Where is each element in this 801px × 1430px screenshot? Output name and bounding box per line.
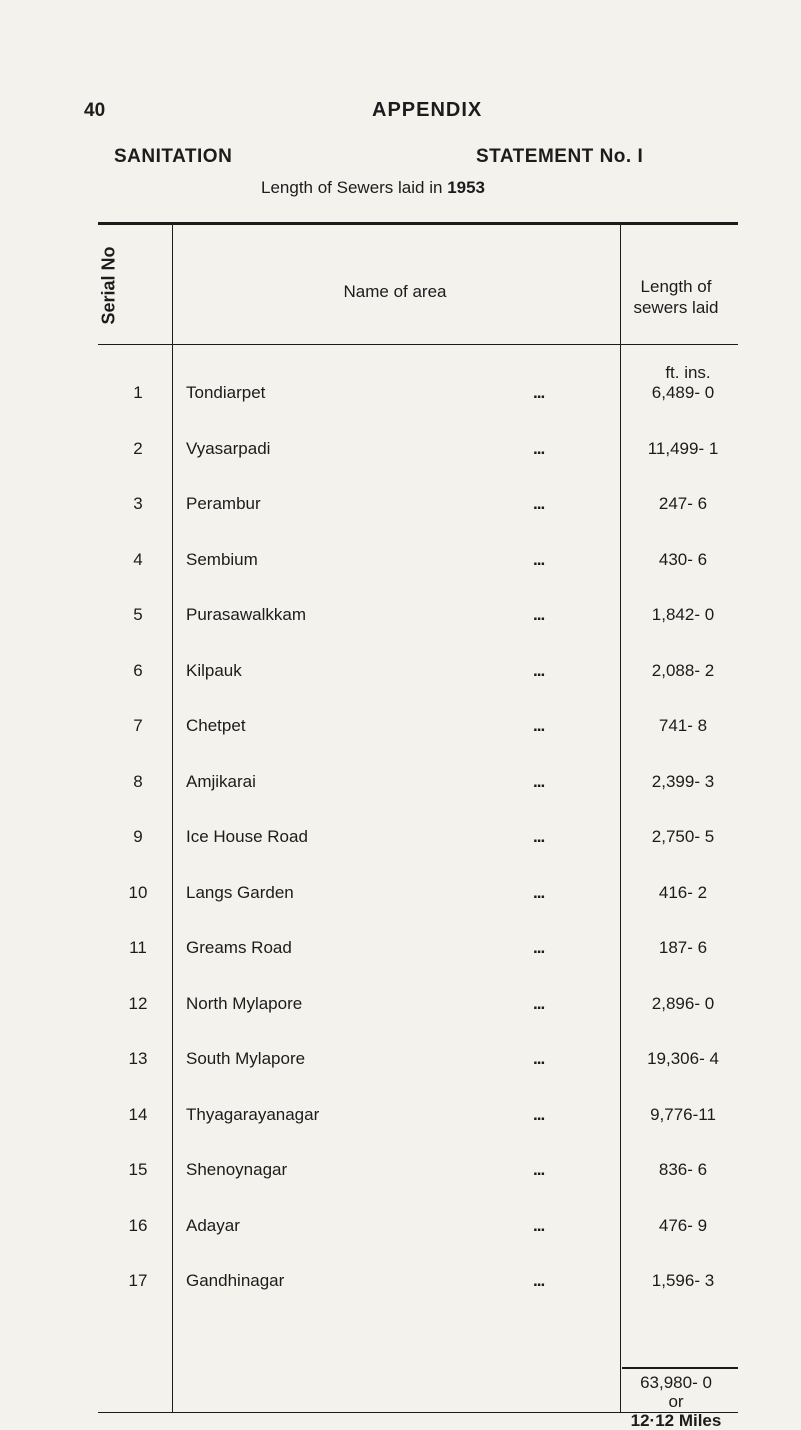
area-name-cell: Purasawalkkam	[186, 605, 306, 624]
area-name-cell: Thyagarayanagar	[186, 1105, 320, 1124]
area-name-cell: Amjikarai	[186, 772, 256, 791]
leader-dots: ...	[533, 383, 545, 402]
leader-dots: ...	[533, 772, 545, 791]
serial-header-label: Serial No	[98, 245, 119, 325]
area-name-cell: Langs Garden	[186, 883, 294, 902]
sewer-length-cell: 19,306- 4	[647, 1049, 719, 1068]
leader-dots: ...	[533, 994, 545, 1013]
area-name-cell: Greams Road	[186, 938, 292, 957]
leader-dots: ...	[533, 1160, 545, 1179]
subtitle-year: 1953	[447, 178, 486, 197]
units-label: ft. ins.	[665, 363, 711, 382]
table-subtitle	[261, 178, 485, 198]
serial-number-cell: 3	[133, 494, 143, 513]
page-number: 40	[84, 100, 106, 121]
table-row	[0, 1105, 801, 1129]
serial-number-cell: 10	[128, 883, 148, 902]
serial-number-cell: 14	[128, 1105, 148, 1124]
serial-number-cell: 13	[128, 1049, 148, 1068]
leader-dots: ...	[533, 1049, 545, 1068]
leader-dots: ...	[533, 827, 545, 846]
leader-dots: ...	[533, 1271, 545, 1290]
sewer-length-cell: 187- 6	[658, 938, 708, 957]
sewer-length-cell: 416- 2	[658, 883, 708, 902]
leader-dots: ...	[533, 550, 545, 569]
section-title: APPENDIX	[372, 99, 483, 121]
leader-dots: ...	[533, 938, 545, 957]
sewer-length-cell: 2,088- 2	[651, 661, 715, 680]
table-row	[0, 1271, 801, 1295]
serial-column-header	[94, 230, 124, 340]
leader-dots: ...	[533, 661, 545, 680]
total-length: 63,980- 0	[640, 1373, 712, 1392]
area-name-cell: South Mylapore	[186, 1049, 306, 1068]
leader-dots: ...	[533, 494, 545, 513]
subtitle-text: Length of Sewers laid in	[261, 178, 443, 197]
leader-dots: ...	[533, 605, 545, 624]
table-row	[0, 883, 801, 907]
table-row	[0, 827, 801, 851]
total-cell	[616, 1373, 736, 1430]
length-header-line2: sewers laid	[633, 298, 719, 317]
sewer-length-cell: 11,499- 1	[647, 439, 719, 458]
table-row	[0, 1216, 801, 1240]
sewer-length-cell: 6,489- 0	[651, 383, 715, 402]
serial-number-cell: 12	[128, 994, 148, 1013]
leader-dots: ...	[533, 1216, 545, 1235]
sewer-length-cell: 9,776-11	[650, 1105, 716, 1124]
leader-dots: ...	[533, 883, 545, 902]
table-row	[0, 994, 801, 1018]
serial-number-cell: 2	[133, 439, 143, 458]
table-row	[0, 716, 801, 740]
serial-number-cell: 7	[133, 716, 143, 735]
serial-number-cell: 5	[133, 605, 143, 624]
area-name-cell: Gandhinagar	[186, 1271, 285, 1290]
sewer-length-cell: 430- 6	[658, 550, 708, 569]
sewer-length-cell: 476- 9	[658, 1216, 708, 1235]
sewer-length-cell: 2,896- 0	[651, 994, 715, 1013]
serial-number-cell: 11	[129, 938, 147, 957]
area-name-cell: Tondiarpet	[186, 383, 266, 402]
area-name-cell: North Mylapore	[186, 994, 303, 1013]
area-name-cell: Perambur	[186, 494, 261, 513]
length-column-header	[616, 276, 736, 318]
sewer-length-cell: 741- 8	[658, 716, 708, 735]
table-row	[0, 1160, 801, 1184]
leader-dots: ...	[533, 716, 545, 735]
leader-dots: ...	[533, 439, 545, 458]
length-header-line1: Length of	[640, 277, 712, 296]
leader-dots: ...	[533, 1105, 545, 1124]
serial-number-cell: 15	[128, 1160, 148, 1179]
sewer-length-cell: 1,596- 3	[651, 1271, 715, 1290]
table-row	[0, 494, 801, 518]
area-name-cell: Adayar	[186, 1216, 240, 1235]
name-column-header: Name of area	[343, 282, 447, 301]
serial-number-cell: 16	[128, 1216, 148, 1235]
table-row	[0, 550, 801, 574]
total-or: or	[668, 1392, 684, 1411]
sewer-length-cell: 247- 6	[658, 494, 708, 513]
area-name-cell: Chetpet	[186, 716, 246, 735]
sewer-length-cell: 1,842- 0	[651, 605, 715, 624]
table-row	[0, 938, 801, 962]
sewer-length-cell: 836- 6	[658, 1160, 708, 1179]
table-row	[0, 1049, 801, 1073]
table-row	[0, 383, 801, 407]
serial-number-cell: 9	[133, 827, 143, 846]
total-miles: 12·12 Miles	[630, 1411, 722, 1430]
statement-heading: STATEMENT No. I	[476, 146, 644, 167]
area-name-cell: Kilpauk	[186, 661, 242, 680]
table-top-rule	[98, 222, 738, 225]
sewer-length-cell: 2,399- 3	[651, 772, 715, 791]
serial-number-cell: 17	[128, 1271, 148, 1290]
area-name-cell: Sembium	[186, 550, 258, 569]
area-name-cell: Vyasarpadi	[186, 439, 271, 458]
table-row	[0, 605, 801, 629]
header-bottom-rule	[98, 344, 738, 345]
area-name-cell: Shenoynagar	[186, 1160, 288, 1179]
serial-number-cell: 1	[133, 383, 143, 402]
total-rule	[622, 1367, 738, 1369]
serial-number-cell: 6	[133, 661, 143, 680]
serial-number-cell: 8	[133, 772, 143, 791]
area-name-cell: Ice House Road	[186, 827, 308, 846]
sanitation-heading: SANITATION	[114, 146, 233, 167]
sewer-length-cell: 2,750- 5	[651, 827, 715, 846]
table-row	[0, 439, 801, 463]
serial-number-cell: 4	[133, 550, 143, 569]
table-row	[0, 661, 801, 685]
table-row	[0, 772, 801, 796]
